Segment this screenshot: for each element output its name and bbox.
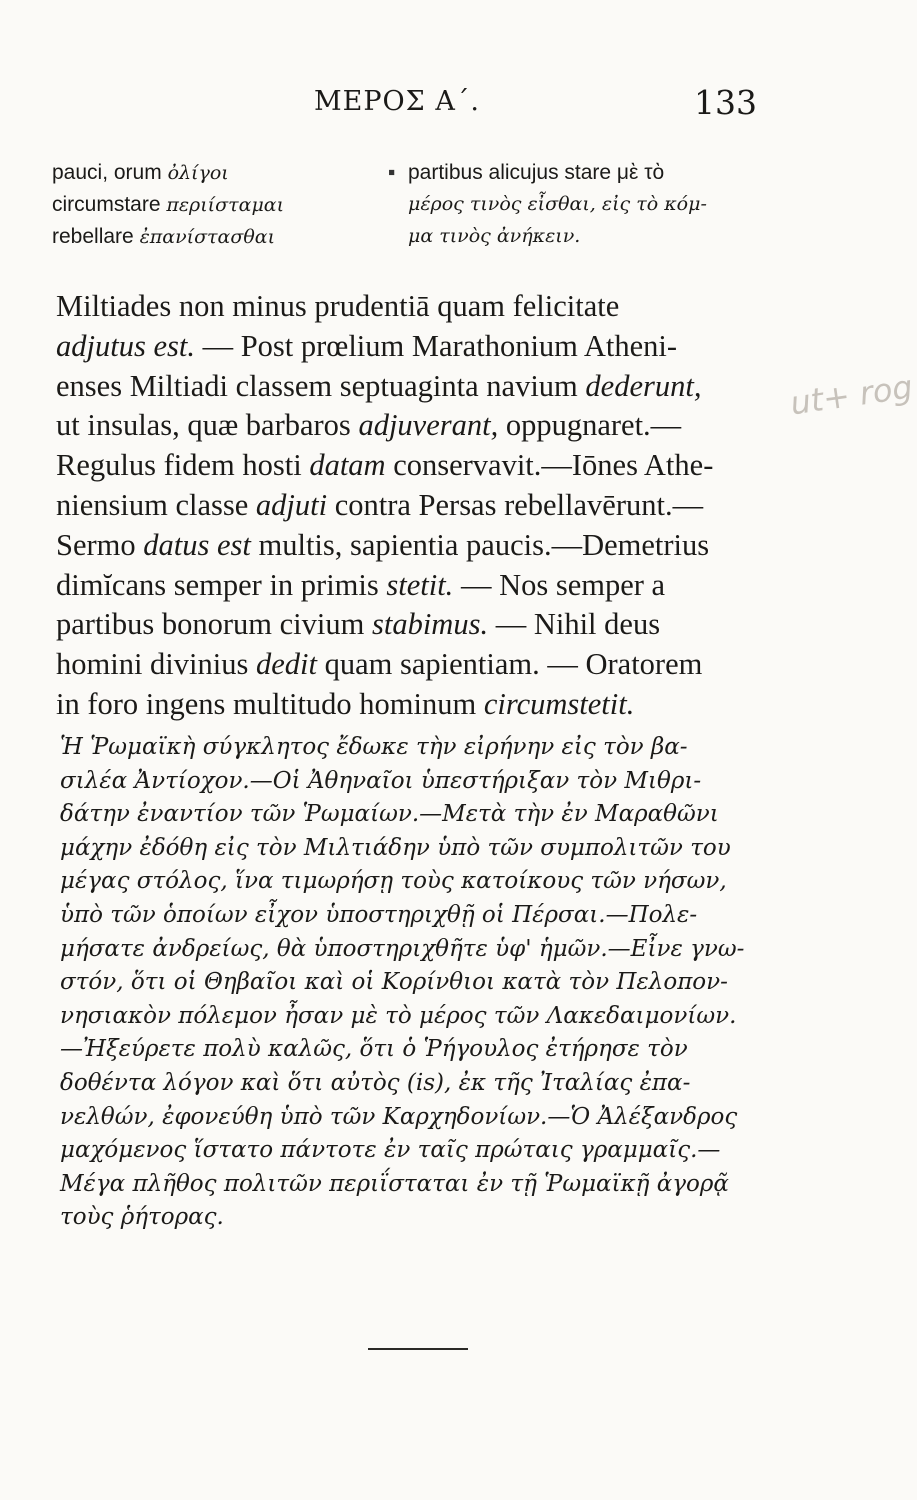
greek-line: —Ἠξεύρετε πολὺ καλῶς, ὅτι ὁ Ῥήγουλος ἐτήρησε τὸν bbox=[60, 1036, 688, 1063]
greek-exercise bbox=[60, 731, 788, 1235]
italic-verb: datus est bbox=[143, 527, 251, 562]
italic-verb: stabimus. bbox=[371, 607, 489, 642]
greek-line: στόν, ὅτι οἱ Θηβαῖοι καὶ οἱ Κορίνθιοι κατὰ τὸν Πελοπον- bbox=[60, 969, 728, 996]
greek-line: Ἡ Ῥωμαϊκὴ σύγκλητος ἔδωκε τὴν εἰρήνην εἰς τὸν βα- bbox=[60, 734, 688, 760]
bullet-mark: ▪ bbox=[388, 161, 396, 184]
italic-verb: dederunt, bbox=[585, 368, 702, 403]
vocab-entry: μα τινὸς ἀνήκειν. bbox=[408, 225, 581, 247]
greek-line: τοὺς ῥήτορας. bbox=[60, 1204, 224, 1231]
section-rule bbox=[368, 1348, 468, 1350]
italic-verb: dedit bbox=[255, 647, 317, 682]
vocab-entry: ▪ partibus alicujus stare μὲ τὸ bbox=[388, 157, 788, 188]
vocab-entry: μέρος τινὸς εἶσθαι, εἰς τὸ κόμ- bbox=[408, 193, 707, 215]
greek-line: μαχόμενος ἵστατο πάντοτε ἐν ταῖς πρώταις γραμμαῖς.— bbox=[60, 1137, 721, 1164]
italic-verb: adjuti bbox=[255, 487, 328, 522]
latin-line: adjutus est. — Post prœlium Marathonium Atheni- bbox=[56, 328, 677, 363]
handwritten-margin-note: ut+ rog bbox=[787, 367, 915, 423]
greek-line: Μέγα πλῆθος πολιτῶν περιΐσταται ἐν τῇ Ῥωμαϊκῇ ἀγορᾷ bbox=[60, 1170, 729, 1197]
latin-line: niensium classe adjuti contra Persas rebellavērunt.— bbox=[56, 487, 704, 522]
greek-line: σιλέα Ἀντίοχον.—Οἱ Ἀθηναῖοι ὑπεστήριξαν τὸν Μιθρι- bbox=[60, 767, 702, 794]
page-number: 133 bbox=[694, 83, 757, 122]
greek-line: δοθέντα λόγον καὶ ὅτι αὐτὸς (is), ἐκ τῆς Ἰταλίας ἐπα- bbox=[60, 1069, 691, 1096]
italic-verb: stetit. bbox=[386, 567, 454, 602]
latin-line: homini divinius dedit quam sapientiam. — Oratorem bbox=[56, 647, 703, 682]
italic-verb: datam bbox=[309, 448, 386, 483]
greek-line: νελθών, ἐφονεύθη ὑπὸ τῶν Καρχηδονίων.—Ὁ Ἀλέξανδρος bbox=[60, 1103, 738, 1130]
latin-line: dimĭcans semper in primis stetit. — Nos semper a bbox=[56, 567, 666, 602]
italic-verb: adjuverant, bbox=[358, 408, 499, 443]
greek-line: δάτην ἐναντίον τῶν Ῥωμαίων.—Μετὰ τὴν ἐν Μαραθῶνι bbox=[60, 801, 719, 828]
greek-line: ὑπὸ τῶν ὁποίων εἶχον ὑποστηριχθῇ οἱ Πέρσαι.—Πολε- bbox=[60, 901, 698, 928]
section-title: ΜΕΡΟΣ Α΄. bbox=[314, 86, 480, 117]
greek-line: μήσατε ἀνδρείως, θὰ ὑποστηριχθῆτε ὑφ' ἡμῶν.—Εἶνε γνω- bbox=[60, 935, 745, 962]
latin-line: in foro ingens multitudo hominum circumstetit. bbox=[56, 686, 635, 721]
vocabulary-left bbox=[52, 157, 382, 253]
latin-line: enses Miltiadi classem septuaginta navium dederunt, bbox=[56, 368, 702, 403]
latin-line: partibus bonorum civium stabimus. — Nihil deus bbox=[56, 607, 661, 642]
latin-line: Sermo datus est multis, sapientia paucis.—Demetrius bbox=[56, 527, 710, 562]
greek-line: νησιακὸν πόλεμον ἦσαν μὲ τὸ μέρος τῶν Λακεδαιμονίων. bbox=[60, 1002, 737, 1029]
italic-verb: adjutus est. bbox=[56, 328, 195, 363]
greek-line: μάχην ἐδόθη εἰς τὸν Μιλτιάδην ὑπὸ τῶν συμπολιτῶν του bbox=[60, 834, 731, 861]
vocabulary-right bbox=[388, 157, 788, 252]
latin-line: Miltiades non minus prudentiā quam felicitate bbox=[56, 289, 620, 323]
vocab-entry: rebellare ἐπανίστασθαι bbox=[52, 225, 276, 248]
vocab-entry: circumstare περιίσταμαι bbox=[52, 193, 285, 216]
italic-verb: circumstetit. bbox=[483, 686, 635, 721]
greek-line: μέγας στόλος, ἵνα τιμωρήσῃ τοὺς κατοίκους τῶν νήσων, bbox=[60, 868, 727, 895]
latin-line: ut insulas, quæ barbaros adjuverant, oppugnaret.— bbox=[56, 408, 682, 443]
vocab-entry: pauci, orum ὀλίγοι bbox=[52, 161, 229, 184]
latin-exercise bbox=[56, 287, 768, 725]
latin-line: Regulus fidem hosti datam conservavit.—Iōnes Athe- bbox=[56, 448, 714, 483]
running-head bbox=[0, 83, 917, 126]
